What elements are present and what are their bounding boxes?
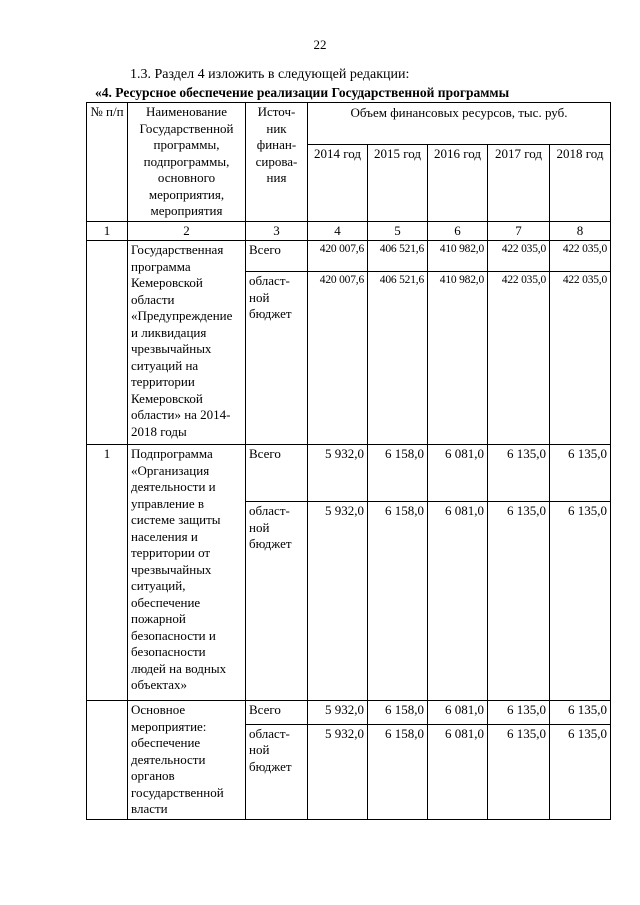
row-source: Всего [246,241,308,272]
value-cell: 6 135,0 [488,724,550,819]
value-cell: 6 081,0 [428,445,488,502]
value-cell: 6 081,0 [428,701,488,725]
row-name: Основное мероприятие: обеспечение деятельности органов государственной власти [128,701,246,820]
column-index-row [87,221,611,241]
value-cell: 6 158,0 [368,724,428,819]
resource-table [86,102,611,820]
value-cell: 6 158,0 [368,502,428,701]
value-cell: 406 521,6 [368,241,428,272]
value-cell: 6 135,0 [488,502,550,701]
value-cell: 6 135,0 [488,701,550,725]
header-source: Источ-ник финан-сирова-ния [246,103,308,222]
row-source: област-ной бюджет [246,502,308,701]
value-cell: 6 135,0 [550,701,611,725]
column-index: 2 [128,221,246,241]
header-volume: Объем финансовых ресурсов, тыс. руб. [308,103,611,145]
value-cell: 6 158,0 [368,445,428,502]
section-title: «4. Ресурсное обеспечение реализации Государственной программы [95,85,510,100]
value-cell: 6 081,0 [428,724,488,819]
row-source: област-ной бюджет [246,272,308,445]
row-source: Всего [246,445,308,502]
value-cell: 422 035,0 [550,272,611,445]
header-year: 2017 год [488,144,550,221]
value-cell: 422 035,0 [550,241,611,272]
column-index: 6 [428,221,488,241]
row-num [87,241,128,445]
value-cell: 5 932,0 [308,701,368,725]
value-cell: 5 932,0 [308,724,368,819]
value-cell: 420 007,6 [308,241,368,272]
value-cell: 5 932,0 [308,445,368,502]
table-header-row [87,103,611,145]
row-source: Всего [246,701,308,725]
header-year: 2018 год [550,144,611,221]
column-index: 8 [550,221,611,241]
value-cell: 6 135,0 [550,724,611,819]
value-cell: 422 035,0 [488,272,550,445]
header-year: 2015 год [368,144,428,221]
value-cell: 420 007,6 [308,272,368,445]
column-index: 5 [368,221,428,241]
value-cell: 410 982,0 [428,272,488,445]
table-row [87,241,611,272]
header-year: 2014 год [308,144,368,221]
column-index: 4 [308,221,368,241]
row-num: 1 [87,445,128,701]
row-num [87,701,128,820]
header-name: Наименование Государственной программы, подпрограммы, основного мероприятия, мероприятия [128,103,246,222]
page-number: 22 [313,37,327,52]
value-cell: 6 158,0 [368,701,428,725]
table-row [87,445,611,502]
intro-text: 1.3. Раздел 4 изложить в следующей редакции: [130,67,410,82]
column-index: 1 [87,221,128,241]
row-name: Государственная программа Кемеровской области «Предупреждение и ликвидация чрезвычайных ситуаций на территории Кемеровской области» на 2014-2018 годы [128,241,246,445]
row-source: област-ной бюджет [246,724,308,819]
value-cell: 5 932,0 [308,502,368,701]
column-index: 7 [488,221,550,241]
row-name: Подпрограмма «Организация деятельности и управление в системе защиты населения и территории от чрезвычайных ситуаций, обеспечение пожарной безопасности и безопасности людей на водных объектах» [128,445,246,701]
value-cell: 6 135,0 [488,445,550,502]
header-year: 2016 год [428,144,488,221]
value-cell: 422 035,0 [488,241,550,272]
table-row [87,701,611,725]
value-cell: 6 081,0 [428,502,488,701]
value-cell: 6 135,0 [550,445,611,502]
column-index: 3 [246,221,308,241]
value-cell: 406 521,6 [368,272,428,445]
value-cell: 6 135,0 [550,502,611,701]
value-cell: 410 982,0 [428,241,488,272]
header-num: № п/п [87,103,128,222]
